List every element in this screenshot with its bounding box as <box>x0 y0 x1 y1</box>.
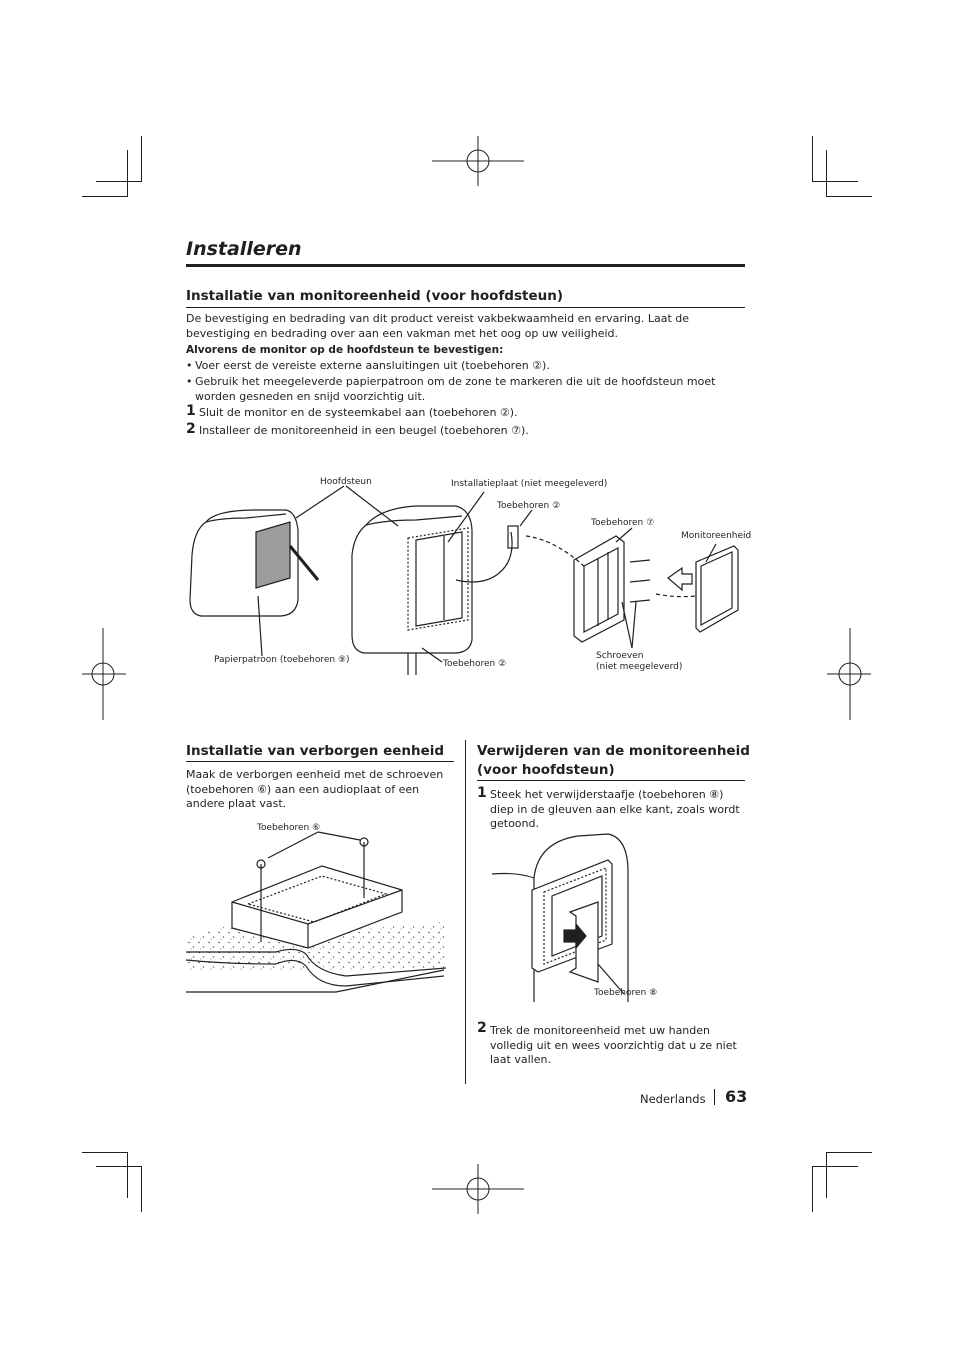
crop-mark <box>141 1166 142 1212</box>
step-number: 1 <box>477 785 487 801</box>
crop-mark <box>812 1166 813 1212</box>
section-heading-line2: (voor hoofdsteun) <box>477 762 615 778</box>
intro-text: De bevestiging en bedrading van dit product vereist vakbekwaamheid en ervaring. Laat de bevestiging en bedrading over aan een vakman met het oog op uw veiligheid. <box>186 312 690 340</box>
bullet-marker: • <box>186 359 193 372</box>
crop-mark <box>96 1166 142 1167</box>
label-toebehoren-8: Toebehoren ⑧ <box>594 988 658 998</box>
label-hoofdsteun: Hoofdsteun <box>320 477 372 487</box>
section-heading-line1: Verwijderen van de monitoreenheid <box>477 743 750 759</box>
subheading: Alvorens de monitor op de hoofdsteun te bevestigen: <box>186 344 504 356</box>
crop-mark <box>141 136 142 182</box>
crop-mark <box>96 181 142 182</box>
crop-mark <box>812 1166 858 1167</box>
step-text: Steek het verwijderstaafje (toebehoren ⑧) diep in de gleuven aan elke kant, zoals wordt getoond. <box>490 788 740 830</box>
section-heading: Installatie van monitoreenheid (voor hoofdsteun) <box>186 288 564 304</box>
step-text: Installeer de monitoreenheid in een beugel (toebehoren ⑦). <box>199 424 529 437</box>
step-text: Trek de monitoreenheid met uw handen volledig uit en wees voorzichtig dat u ze niet laat vallen. <box>490 1024 737 1066</box>
label-toebehoren-7: Toebehoren ⑦ <box>591 518 655 528</box>
step-text: Sluit de monitor en de systeemkabel aan (toebehoren ②). <box>199 406 518 419</box>
label-toebehoren-6: Toebehoren ⑥ <box>257 823 321 833</box>
label-niet-meegeleverd: (niet meegeleverd) <box>596 662 683 672</box>
section-rule <box>477 780 745 781</box>
page-title: Installeren <box>186 238 302 260</box>
crop-mark <box>826 196 872 197</box>
hidden-unit-diagram <box>186 830 456 1010</box>
section-text: Maak de verborgen eenheid met de schroeven (toebehoren ⑥) aan een audioplaat of een andere plaat vast. <box>186 768 444 810</box>
registration-mark-right <box>827 628 871 720</box>
label-papierpatroon: Papierpatroon (toebehoren ⑨) <box>214 655 350 665</box>
registration-mark-left <box>82 628 126 720</box>
registration-mark-bottom <box>432 1164 524 1214</box>
label-installatieplaat: Installatieplaat (niet meegeleverd) <box>451 479 608 489</box>
bullet-item: Gebruik het meegeleverde papierpatroon om de zone te markeren die uit de hoofdsteun moet worden gesneden en snijd voorzichtig uit. <box>195 375 716 403</box>
crop-mark <box>127 1152 128 1198</box>
crop-mark <box>82 1152 128 1153</box>
registration-mark-top <box>432 136 524 186</box>
crop-mark <box>127 150 128 197</box>
section-rule <box>186 307 745 308</box>
bullet-marker: • <box>186 375 193 388</box>
label-monitoreenheid: Monitoreenheid <box>681 531 752 541</box>
label-schroeven: Schroeven <box>596 651 644 661</box>
label-toebehoren-2-bottom: Toebehoren ② <box>443 659 507 669</box>
footer-divider <box>714 1089 715 1105</box>
crop-mark <box>826 150 827 197</box>
section-rule <box>186 761 454 762</box>
section-heading: Installatie van verborgen eenheid <box>186 743 445 759</box>
step-number: 1 <box>186 403 196 419</box>
bullet-item: Voer eerst de vereiste externe aansluitingen uit (toebehoren ②). <box>195 359 550 372</box>
crop-mark <box>826 1152 827 1198</box>
step-number: 2 <box>477 1020 487 1036</box>
page-number: 63 <box>725 1087 748 1106</box>
title-rule <box>186 264 745 267</box>
monitor-removal-diagram <box>488 832 638 1012</box>
crop-mark <box>812 136 813 182</box>
step-number: 2 <box>186 421 196 437</box>
crop-mark <box>82 196 128 197</box>
crop-mark <box>812 181 858 182</box>
footer-language: Nederlands <box>640 1092 706 1106</box>
column-divider <box>465 740 466 1084</box>
crop-mark <box>826 1152 872 1153</box>
label-toebehoren-2-top: Toebehoren ② <box>497 501 561 511</box>
